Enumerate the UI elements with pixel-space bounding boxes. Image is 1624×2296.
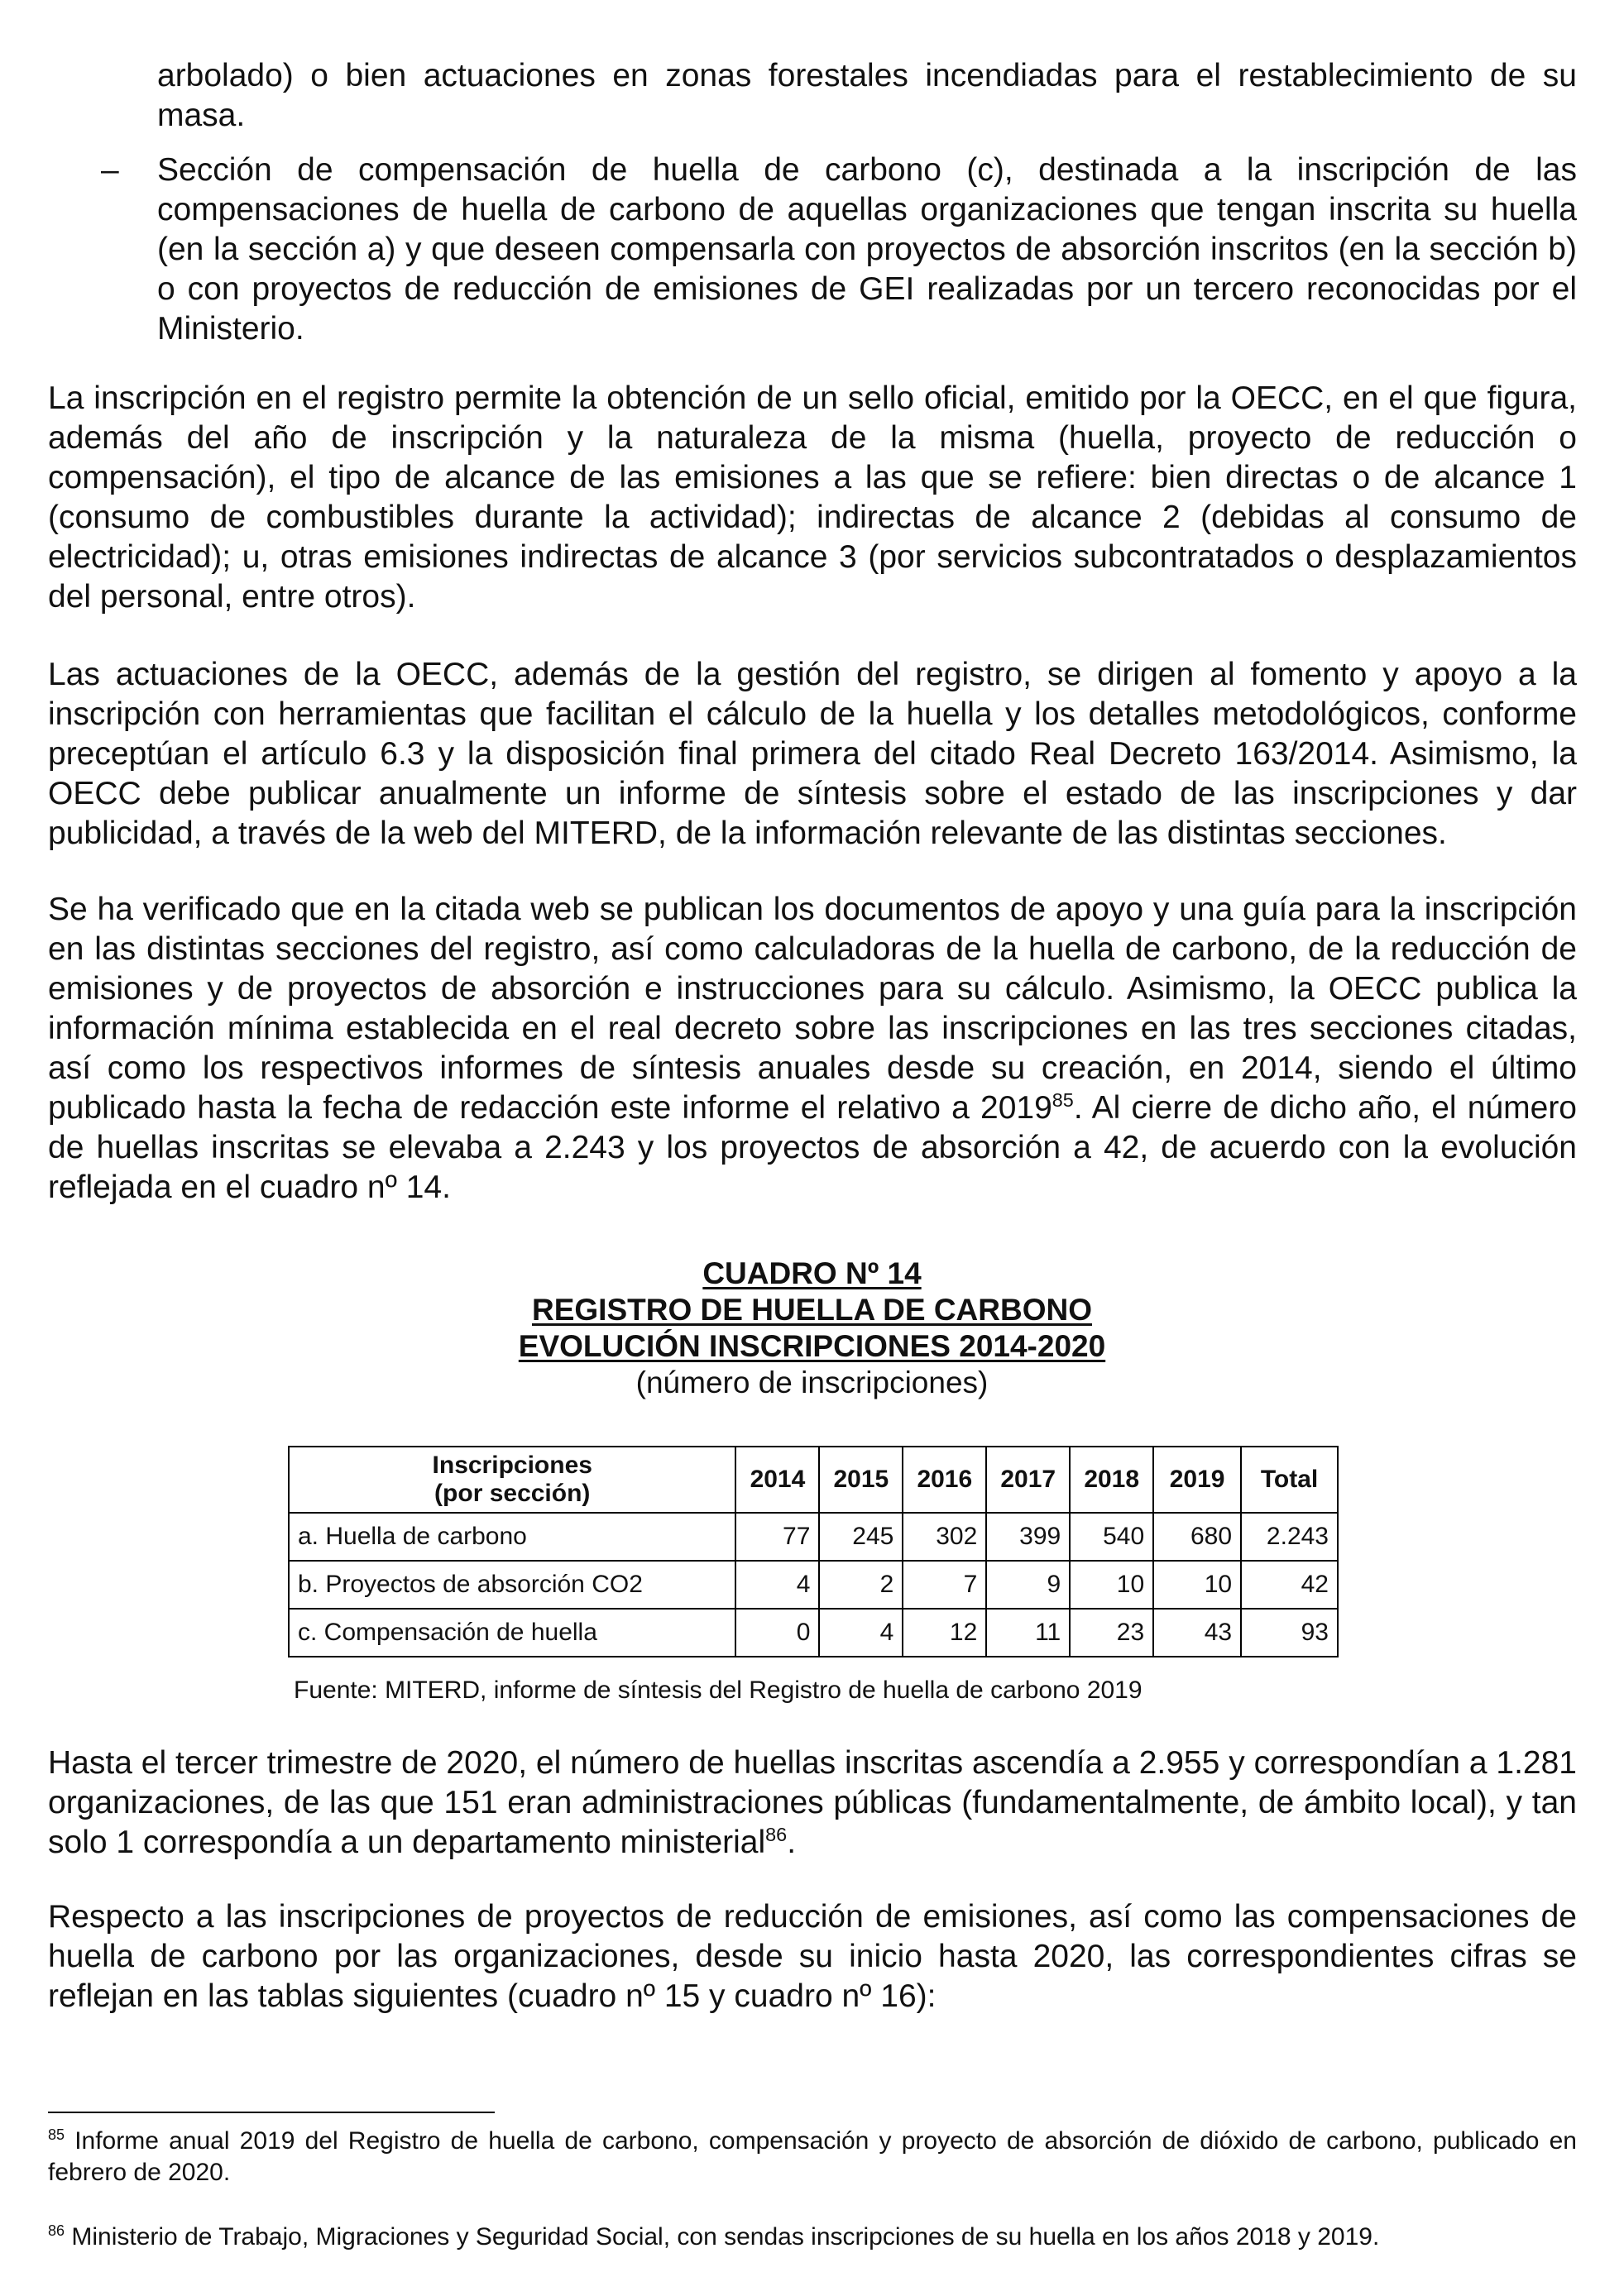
header-year: 2019 xyxy=(1153,1447,1241,1513)
header-total: Total xyxy=(1241,1447,1338,1513)
table-row xyxy=(289,1609,1338,1657)
header-year: 2018 xyxy=(1070,1447,1153,1513)
inscriptions-table xyxy=(288,1446,1339,1657)
table-source: Fuente: MITERD, informe de síntesis del Registro de huella de carbono 2019 xyxy=(294,1677,1143,1704)
header-year: 2015 xyxy=(819,1447,903,1513)
header-year: 2016 xyxy=(903,1447,986,1513)
table-cell: 23 xyxy=(1070,1609,1153,1657)
table-cell: 4 xyxy=(735,1561,819,1609)
bullet-dash: – xyxy=(101,152,119,188)
paragraph-actuaciones: Las actuaciones de la OECC, además de la gestión del registro, se dirigen al fomento y apoyo a la inscripción con herramientas que facilitan el cálculo de la huella y los detalles metodológicos, conforme preceptúan el artículo 6.3 y la disposición final primera del citado Real Decreto 163/2014. Asimismo, la OECC debe publicar anualmente un informe de síntesis sobre el estado de las inscripciones y dar publicidad, a través de la web del MITERD, de la información relevante de las distintas secciones. xyxy=(48,657,1577,851)
table-title-line-2: REGISTRO DE HUELLA DE CARBONO xyxy=(532,1293,1092,1327)
table-cell-total: 2.243 xyxy=(1241,1513,1338,1561)
table-row xyxy=(289,1513,1338,1561)
footnote-number-86: 86 xyxy=(48,2222,65,2239)
table-title-line-3: EVOLUCIÓN INSCRIPCIONES 2014-2020 xyxy=(518,1329,1106,1363)
row-label: b. Proyectos de absorción CO2 xyxy=(289,1561,735,1609)
paragraph-trimestre xyxy=(48,1744,1577,1863)
table-cell: 10 xyxy=(1153,1561,1241,1609)
footnote-divider xyxy=(48,2112,495,2113)
footnote-ref-86[interactable]: 86 xyxy=(765,1824,788,1845)
table-title-line-1: CUADRO Nº 14 xyxy=(702,1256,922,1290)
header-inscripciones: Inscripciones (por sección) xyxy=(289,1447,735,1513)
table-cell: 7 xyxy=(903,1561,986,1609)
footnote-number-85: 85 xyxy=(48,2126,65,2143)
table-cell: 77 xyxy=(735,1513,819,1561)
table-cell: 11 xyxy=(986,1609,1070,1657)
table-cell: 540 xyxy=(1070,1513,1153,1561)
table-cell: 0 xyxy=(735,1609,819,1657)
footnote-ref-85[interactable]: 85 xyxy=(1052,1089,1074,1111)
table-row xyxy=(289,1561,1338,1609)
bullet-section-c: Sección de compensación de huella de carbono (c), destinada a la inscripción de las compensaciones de huella de carbono de aquellas organizaciones que tengan inscrita su huella (en la sección a) y que deseen compensarla con proyectos de absorción inscritos (en la sección b) o con proyectos de reducción de emisiones de GEI realizadas por un tercero reconocidas por el Ministerio. xyxy=(157,152,1577,347)
paragraph-sello: La inscripción en el registro permite la obtención de un sello oficial, emitido por la OECC, en el que figura, además del año de inscripción y la naturaleza de la misma (huella, proyecto de reducción o compensación), el tipo de alcance de las emisiones a las que se refiere: bien directas o de alcance 1 (consumo de combustibles durante la actividad); indirectas de alcance 2 (debidas al consumo de electricidad); u, otras emisiones indirectas de alcance 3 (por servicios subcontratados o desplazamientos del personal, entre otros). xyxy=(48,380,1577,615)
table-header-row xyxy=(289,1447,1338,1513)
table-subtitle: (número de inscripciones) xyxy=(635,1366,989,1399)
table-cell: 10 xyxy=(1070,1561,1153,1609)
paragraph-verificacion xyxy=(48,890,1577,1208)
paragraph-respecto: Respecto a las inscripciones de proyectos de reducción de emisiones, así como las compensaciones de huella de carbono por las organizaciones, desde su inicio hasta 2020, las correspondientes cifras se reflejan en las tablas siguientes (cuadro nº 15 y cuadro nº 16): xyxy=(48,1899,1577,2014)
table-cell: 245 xyxy=(819,1513,903,1561)
header-year: 2014 xyxy=(735,1447,819,1513)
paragraph-verificacion-text-a: Se ha verificado que en la citada web se publican los documentos de apoyo y una guía para la inscripción en las distintas secciones del registro, así como calculadoras de la huella de carbono, de la reducción de emisiones y de proyectos de absorción e instrucciones para su cálculo. Asimismo, la OECC publica la información mínima establecida en el real decreto sobre las inscripciones en las tres secciones citadas, así como los respectivos informes de síntesis anuales desde su creación, en 2014, siendo el último publicado hasta la fecha de redacción este informe el relativo a 2019 xyxy=(48,892,1577,1126)
table-cell: 43 xyxy=(1153,1609,1241,1657)
table-cell: 302 xyxy=(903,1513,986,1561)
table-cell-total: 93 xyxy=(1241,1609,1338,1657)
table-cell: 2 xyxy=(819,1561,903,1609)
footnote-86 xyxy=(48,2222,1577,2253)
table-cell-total: 42 xyxy=(1241,1561,1338,1609)
table-cell: 9 xyxy=(986,1561,1070,1609)
footnote-85 xyxy=(48,2126,1577,2188)
table-cell: 4 xyxy=(819,1609,903,1657)
table-cell: 680 xyxy=(1153,1513,1241,1561)
table-cell: 399 xyxy=(986,1513,1070,1561)
paragraph-trimestre-text-a: Hasta el tercer trimestre de 2020, el número de huellas inscritas ascendía a 2.955 y correspondían a 1.281 organizaciones, de las que 151 eran administraciones públicas (fundamentalmente, de ámbito local), y tan solo 1 correspondía a un departamento ministerial xyxy=(48,1745,1577,1860)
row-label: c. Compensación de huella xyxy=(289,1609,735,1657)
table-title xyxy=(0,1256,1624,1401)
table-cell: 12 xyxy=(903,1609,986,1657)
footnote-text-86: Ministerio de Trabajo, Migraciones y Seguridad Social, con sendas inscripciones de su huella en los años 2018 y 2019. xyxy=(65,2223,1380,2251)
footnote-text-85: Informe anual 2019 del Registro de huella de carbono, compensación y proyecto de absorción de dióxido de carbono, publicado en febrero de 2020. xyxy=(48,2127,1577,2186)
paragraph-trimestre-text-b: . xyxy=(787,1825,797,1860)
paragraph-verificacion-text-b: . Al cierre de dicho año, el número de huellas inscritas se elevaba a 2.243 y los proyectos de absorción a 42, de acuerdo con la evolución reflejada en el cuadro nº 14. xyxy=(48,1090,1577,1205)
header-year: 2017 xyxy=(986,1447,1070,1513)
paragraph-continuation: arbolado) o bien actuaciones en zonas forestales incendiadas para el restablecimiento de su masa. xyxy=(157,58,1577,133)
row-label: a. Huella de carbono xyxy=(289,1513,735,1561)
